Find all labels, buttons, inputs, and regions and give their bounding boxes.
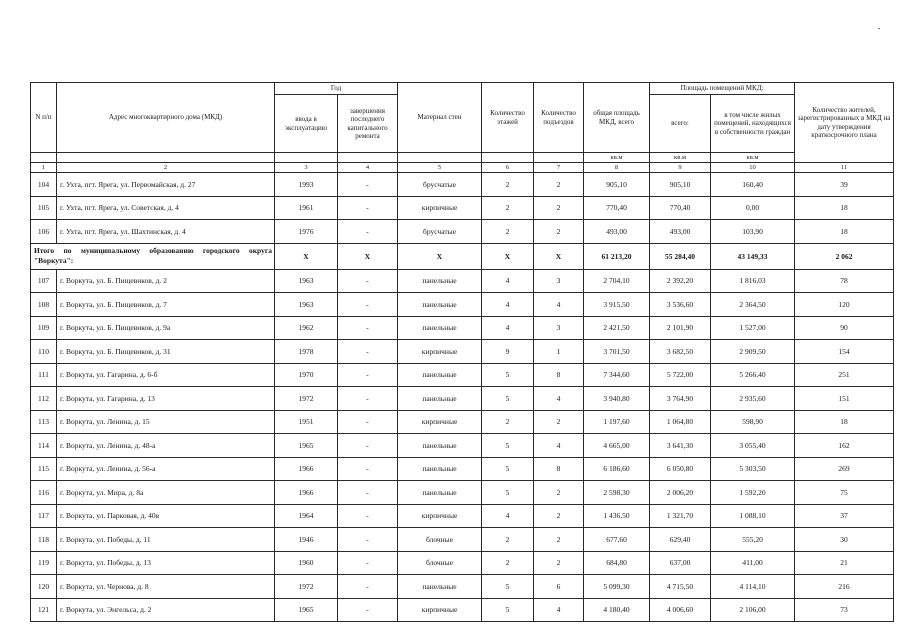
cell-entrances: 2 <box>534 173 584 197</box>
cell-floors: 2 <box>482 196 534 220</box>
cell-residents: 18 <box>795 196 894 220</box>
table-row <box>31 220 894 244</box>
cell-entrances: 4 <box>534 434 584 458</box>
cell-year-commission: 1972 <box>275 387 338 411</box>
cell-address: г. Воркута, ул. Ленина, д. 56-а <box>57 457 275 481</box>
total-residents: 2 062 <box>795 243 894 269</box>
table-row <box>31 340 894 364</box>
cell-premises-total: 905,10 <box>650 173 711 197</box>
table-row <box>31 598 894 622</box>
col-number: 10 <box>711 163 795 173</box>
cell-n: 110 <box>31 340 57 364</box>
unit-premises-total: кв.м <box>650 153 711 163</box>
cell-n: 121 <box>31 598 57 622</box>
cell-year-repair: - <box>338 528 398 552</box>
cell-wall-material: блочные <box>398 528 482 552</box>
cell-floors: 5 <box>482 575 534 599</box>
cell-year-commission: 1978 <box>275 340 338 364</box>
cell-year-commission: 1972 <box>275 575 338 599</box>
cell-residents: 162 <box>795 434 894 458</box>
cell-floors: 4 <box>482 504 534 528</box>
cell-wall-material: панельные <box>398 434 482 458</box>
cell-total-area: 684,80 <box>584 551 650 575</box>
cell-residents: 18 <box>795 410 894 434</box>
table-row <box>31 269 894 293</box>
total-year: X <box>275 243 338 269</box>
cell-year-commission: 1962 <box>275 316 338 340</box>
cell-total-area: 6 186,60 <box>584 457 650 481</box>
col-number: 1 <box>31 163 57 173</box>
cell-year-commission: 1964 <box>275 504 338 528</box>
total-wall: X <box>398 243 482 269</box>
cell-premises-total: 493,00 <box>650 220 711 244</box>
cell-premises-total: 3 764,90 <box>650 387 711 411</box>
cell-premises-total: 4 715,50 <box>650 575 711 599</box>
cell-entrances: 2 <box>534 551 584 575</box>
cell-total-area: 3 915,50 <box>584 293 650 317</box>
cell-premises-private: 103,90 <box>711 220 795 244</box>
cell-address: г. Воркута, ул. Б. Пищевиков, д. 7 <box>57 293 275 317</box>
table-row <box>31 575 894 599</box>
cell-n: 118 <box>31 528 57 552</box>
cell-year-commission: 1960 <box>275 551 338 575</box>
cell-wall-material: панельные <box>398 316 482 340</box>
table-row <box>31 481 894 505</box>
cell-total-area: 1 197,60 <box>584 410 650 434</box>
cell-entrances: 2 <box>534 481 584 505</box>
cell-floors: 2 <box>482 173 534 197</box>
cell-entrances: 1 <box>534 340 584 364</box>
cell-wall-material: кирпичные <box>398 598 482 622</box>
cell-total-area: 7 344,60 <box>584 363 650 387</box>
cell-floors: 5 <box>482 363 534 387</box>
cell-residents: 37 <box>795 504 894 528</box>
cell-address: г. Воркута, ул. Парковая, д. 40в <box>57 504 275 528</box>
header-premises-total: всего: <box>650 95 711 153</box>
cell-wall-material: брусчатые <box>398 173 482 197</box>
cell-address: г. Воркута, ул. Б. Пищевиков, д. 9а <box>57 316 275 340</box>
table-body <box>31 173 894 622</box>
cell-n: 108 <box>31 293 57 317</box>
cell-address: г. Воркута, ул. Гагарина, д. 13 <box>57 387 275 411</box>
cell-address: г. Воркута, ул. Чернова, д. 8 <box>57 575 275 599</box>
cell-year-repair: - <box>338 551 398 575</box>
cell-floors: 2 <box>482 410 534 434</box>
cell-address: г. Ухта, пгт. Ярега, ул. Первомайская, д. 27 <box>57 173 275 197</box>
cell-wall-material: панельные <box>398 575 482 599</box>
cell-year-commission: 1961 <box>275 196 338 220</box>
header-year-commission: ввода в эксплуатацию <box>275 95 338 153</box>
cell-year-commission: 1965 <box>275 434 338 458</box>
table-row <box>31 387 894 411</box>
cell-wall-material: кирпичные <box>398 196 482 220</box>
col-number: 2 <box>57 163 275 173</box>
cell-premises-private: 555,20 <box>711 528 795 552</box>
cell-premises-total: 6 050,80 <box>650 457 711 481</box>
cell-year-repair: - <box>338 316 398 340</box>
cell-year-repair: - <box>338 598 398 622</box>
cell-premises-total: 637,00 <box>650 551 711 575</box>
cell-year-commission: 1970 <box>275 363 338 387</box>
housing-table <box>30 82 894 622</box>
col-number: 6 <box>482 163 534 173</box>
cell-year-commission: 1951 <box>275 410 338 434</box>
table-row <box>31 293 894 317</box>
cell-year-repair: - <box>338 293 398 317</box>
cell-premises-total: 2 101,90 <box>650 316 711 340</box>
cell-premises-private: 5 303,50 <box>711 457 795 481</box>
cell-year-commission: 1976 <box>275 220 338 244</box>
cell-premises-private: 4 114,10 <box>711 575 795 599</box>
cell-total-area: 1 436,50 <box>584 504 650 528</box>
cell-year-commission: 1963 <box>275 293 338 317</box>
cell-floors: 5 <box>482 481 534 505</box>
cell-residents: 120 <box>795 293 894 317</box>
cell-premises-total: 3 536,60 <box>650 293 711 317</box>
cell-n: 113 <box>31 410 57 434</box>
cell-entrances: 2 <box>534 220 584 244</box>
col-number: 4 <box>338 163 398 173</box>
cell-premises-total: 629,40 <box>650 528 711 552</box>
cell-entrances: 4 <box>534 293 584 317</box>
header-entrances: Количество подъездов <box>534 83 584 153</box>
cell-n: 112 <box>31 387 57 411</box>
header-wall-material: Материал стен <box>398 83 482 153</box>
cell-address: г. Ухта, пгт. Ярега, ул. Советская, д. 4 <box>57 196 275 220</box>
cell-premises-total: 2 392,20 <box>650 269 711 293</box>
cell-floors: 5 <box>482 457 534 481</box>
cell-residents: 21 <box>795 551 894 575</box>
cell-residents: 39 <box>795 173 894 197</box>
cell-entrances: 8 <box>534 457 584 481</box>
table-row <box>31 410 894 434</box>
cell-wall-material: кирпичные <box>398 504 482 528</box>
cell-wall-material: панельные <box>398 387 482 411</box>
total-premises-private: 43 149,33 <box>711 243 795 269</box>
cell-floors: 5 <box>482 598 534 622</box>
table-row <box>31 196 894 220</box>
cell-floors: 2 <box>482 551 534 575</box>
cell-entrances: 4 <box>534 387 584 411</box>
cell-n: 111 <box>31 363 57 387</box>
cell-total-area: 4 665,00 <box>584 434 650 458</box>
col-number: 8 <box>584 163 650 173</box>
cell-year-repair: - <box>338 340 398 364</box>
cell-total-area: 2 421,50 <box>584 316 650 340</box>
cell-premises-private: 3 055,40 <box>711 434 795 458</box>
cell-n: 104 <box>31 173 57 197</box>
col-number: 11 <box>795 163 894 173</box>
cell-entrances: 2 <box>534 504 584 528</box>
cell-address: г. Воркута, ул. Б. Пищевиков, д. 31 <box>57 340 275 364</box>
cell-year-commission: 1993 <box>275 173 338 197</box>
cell-premises-private: 2 935,60 <box>711 387 795 411</box>
cell-residents: 216 <box>795 575 894 599</box>
table-row <box>31 434 894 458</box>
cell-entrances: 3 <box>534 316 584 340</box>
cell-premises-private: 1 527,00 <box>711 316 795 340</box>
cell-premises-private: 1 592,20 <box>711 481 795 505</box>
table-row <box>31 528 894 552</box>
cell-address: г. Воркута, ул. Победы, д. 13 <box>57 551 275 575</box>
cell-year-commission: 1966 <box>275 481 338 505</box>
cell-n: 106 <box>31 220 57 244</box>
cell-floors: 5 <box>482 387 534 411</box>
cell-floors: 5 <box>482 434 534 458</box>
cell-residents: 251 <box>795 363 894 387</box>
cell-address: г. Воркута, ул. Б. Пищевиков, д. 2 <box>57 269 275 293</box>
table-row <box>31 363 894 387</box>
col-number: 7 <box>534 163 584 173</box>
total-premises-total: 55 284,40 <box>650 243 711 269</box>
cell-residents: 151 <box>795 387 894 411</box>
col-number: 9 <box>650 163 711 173</box>
cell-address: г. Воркута, ул. Победы, д. 11 <box>57 528 275 552</box>
cell-total-area: 5 099,30 <box>584 575 650 599</box>
unit-premises-private: кв.м <box>711 153 795 163</box>
cell-floors: 2 <box>482 220 534 244</box>
cell-entrances: 2 <box>534 410 584 434</box>
cell-total-area: 2 598,30 <box>584 481 650 505</box>
table-row <box>31 504 894 528</box>
total-floors: X <box>482 243 534 269</box>
header-year-repair: завершения последнего капитального ремонта <box>338 95 398 153</box>
cell-premises-private: 2 106,00 <box>711 598 795 622</box>
cell-total-area: 3 701,50 <box>584 340 650 364</box>
cell-wall-material: панельные <box>398 457 482 481</box>
total-entrances: X <box>534 243 584 269</box>
cell-year-commission: 1965 <box>275 598 338 622</box>
cell-address: г. Воркута, ул. Энгельса, д. 2 <box>57 598 275 622</box>
cell-n: 107 <box>31 269 57 293</box>
cell-residents: 75 <box>795 481 894 505</box>
cell-year-repair: - <box>338 410 398 434</box>
header-total-area: общая площадь МКД, всего <box>584 83 650 153</box>
scan-speck <box>878 28 880 29</box>
cell-premises-private: 160,40 <box>711 173 795 197</box>
cell-entrances: 8 <box>534 363 584 387</box>
cell-premises-private: 0,00 <box>711 196 795 220</box>
cell-year-commission: 1963 <box>275 269 338 293</box>
total-area: 61 213,20 <box>584 243 650 269</box>
total-row <box>31 243 894 269</box>
header-premises-private: в том числе жилых помещений, находящихся в собственности граждан <box>711 95 795 153</box>
cell-premises-private: 2 364,50 <box>711 293 795 317</box>
cell-floors: 4 <box>482 316 534 340</box>
cell-n: 119 <box>31 551 57 575</box>
cell-wall-material: кирпичные <box>398 410 482 434</box>
cell-total-area: 3 940,80 <box>584 387 650 411</box>
cell-year-commission: 1966 <box>275 457 338 481</box>
cell-residents: 78 <box>795 269 894 293</box>
cell-year-repair: - <box>338 481 398 505</box>
cell-residents: 90 <box>795 316 894 340</box>
cell-address: г. Воркута, ул. Гагарина, д. 6-б <box>57 363 275 387</box>
cell-year-repair: - <box>338 575 398 599</box>
cell-n: 117 <box>31 504 57 528</box>
cell-n: 105 <box>31 196 57 220</box>
cell-address: г. Ухта, пгт. Ярега, ул. Шахтинская, д. 4 <box>57 220 275 244</box>
cell-premises-private: 1 816,03 <box>711 269 795 293</box>
col-number: 5 <box>398 163 482 173</box>
cell-floors: 2 <box>482 528 534 552</box>
cell-entrances: 4 <box>534 598 584 622</box>
table-row <box>31 173 894 197</box>
cell-year-repair: - <box>338 269 398 293</box>
cell-residents: 154 <box>795 340 894 364</box>
cell-address: г. Воркута, ул. Мира, д. 8а <box>57 481 275 505</box>
cell-wall-material: панельные <box>398 293 482 317</box>
cell-residents: 30 <box>795 528 894 552</box>
cell-residents: 73 <box>795 598 894 622</box>
cell-year-repair: - <box>338 387 398 411</box>
cell-address: г. Воркута, ул. Ленина, д. 15 <box>57 410 275 434</box>
cell-premises-total: 5 722,00 <box>650 363 711 387</box>
cell-premises-private: 598,90 <box>711 410 795 434</box>
cell-wall-material: панельные <box>398 363 482 387</box>
cell-wall-material: блочные <box>398 551 482 575</box>
table-row <box>31 551 894 575</box>
cell-premises-private: 5 266,40 <box>711 363 795 387</box>
cell-year-repair: - <box>338 196 398 220</box>
header-residents: Количество жителей, зарегистрированных в МКД на дату утверждения краткосрочного плана <box>795 83 894 163</box>
cell-year-commission: 1946 <box>275 528 338 552</box>
cell-premises-total: 2 006,20 <box>650 481 711 505</box>
cell-address: г. Воркута, ул. Ленина, д. 48-а <box>57 434 275 458</box>
header-n: N п/п <box>31 83 57 153</box>
header-group-premises: Площадь помещений МКД: <box>650 83 795 95</box>
total-repair: X <box>338 243 398 269</box>
cell-premises-total: 770,40 <box>650 196 711 220</box>
cell-premises-total: 4 006,60 <box>650 598 711 622</box>
cell-floors: 4 <box>482 293 534 317</box>
header-group-year: Год <box>275 83 398 95</box>
cell-entrances: 3 <box>534 269 584 293</box>
cell-premises-private: 1 088,10 <box>711 504 795 528</box>
cell-premises-total: 3 641,30 <box>650 434 711 458</box>
cell-entrances: 2 <box>534 528 584 552</box>
cell-year-repair: - <box>338 173 398 197</box>
total-label: Итого по муниципальному образованию городского округа "Воркута": <box>31 243 275 269</box>
cell-premises-private: 2 909,50 <box>711 340 795 364</box>
cell-total-area: 905,10 <box>584 173 650 197</box>
cell-premises-total: 1 321,70 <box>650 504 711 528</box>
cell-entrances: 6 <box>534 575 584 599</box>
cell-wall-material: панельные <box>398 269 482 293</box>
cell-n: 120 <box>31 575 57 599</box>
cell-entrances: 2 <box>534 196 584 220</box>
table-row <box>31 316 894 340</box>
housing-register-sheet <box>30 82 893 622</box>
table-head <box>31 83 894 173</box>
header-address: Адрес многоквартирного дома (МКД) <box>57 83 275 153</box>
cell-residents: 18 <box>795 220 894 244</box>
cell-year-repair: - <box>338 504 398 528</box>
cell-year-repair: - <box>338 220 398 244</box>
cell-n: 115 <box>31 457 57 481</box>
cell-wall-material: брусчатые <box>398 220 482 244</box>
cell-residents: 269 <box>795 457 894 481</box>
cell-premises-total: 3 682,50 <box>650 340 711 364</box>
cell-n: 109 <box>31 316 57 340</box>
cell-total-area: 2 704,10 <box>584 269 650 293</box>
cell-n: 114 <box>31 434 57 458</box>
cell-wall-material: кирпичные <box>398 340 482 364</box>
cell-year-repair: - <box>338 434 398 458</box>
table-row <box>31 457 894 481</box>
cell-year-repair: - <box>338 457 398 481</box>
cell-floors: 9 <box>482 340 534 364</box>
cell-floors: 4 <box>482 269 534 293</box>
cell-total-area: 493,00 <box>584 220 650 244</box>
cell-n: 116 <box>31 481 57 505</box>
cell-premises-total: 1 064,80 <box>650 410 711 434</box>
header-floors: Количество этажей <box>482 83 534 153</box>
col-number: 3 <box>275 163 338 173</box>
cell-wall-material: панельные <box>398 481 482 505</box>
cell-total-area: 4 180,40 <box>584 598 650 622</box>
cell-total-area: 770,40 <box>584 196 650 220</box>
cell-premises-private: 411,00 <box>711 551 795 575</box>
cell-total-area: 677,60 <box>584 528 650 552</box>
unit-total-area: кв.м <box>584 153 650 163</box>
cell-year-repair: - <box>338 363 398 387</box>
